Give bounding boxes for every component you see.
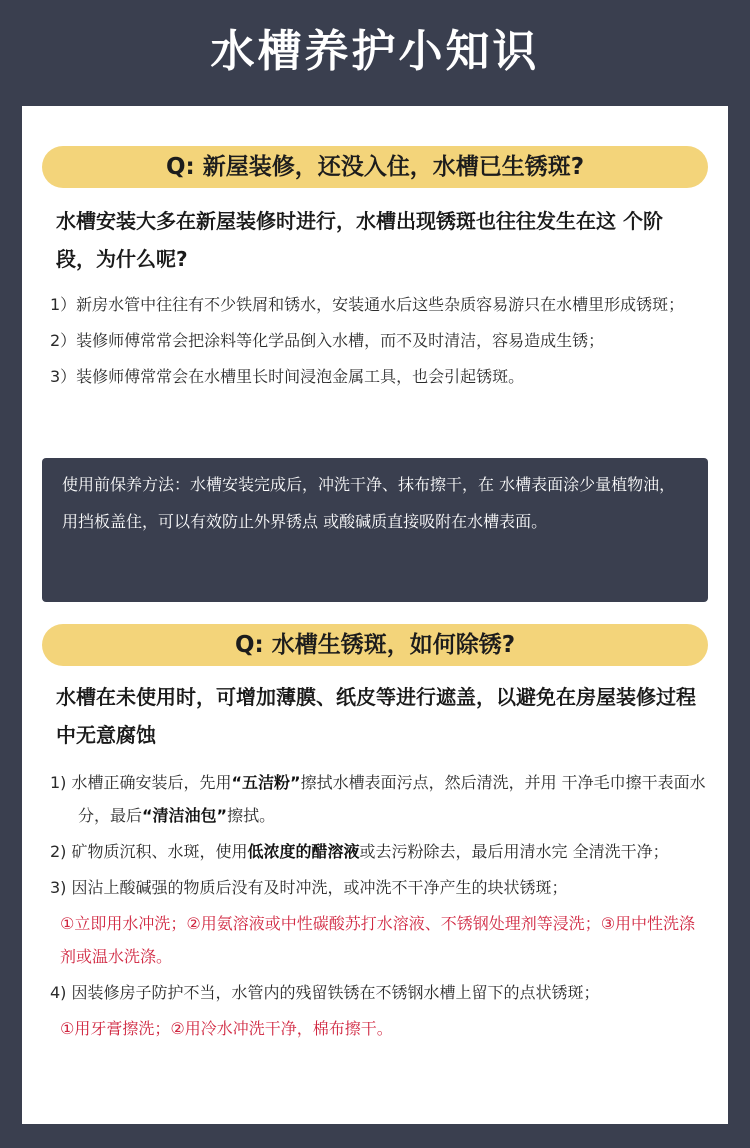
list-item: 1）新房水管中往往有不少铁屑和锈水，安装通水后这些杂质容易游只在水槽里形成锈斑； [50, 295, 685, 314]
list-item: 3) 因沾上酸碱强的物质后没有及时冲洗，或冲洗不干净产生的块状锈斑； [50, 878, 568, 897]
item-text: 擦拭。 [227, 806, 276, 825]
item-text: 1) 水槽正确安装后，先用 [50, 773, 232, 792]
red-instruction: ①立即用水冲洗；②用氨溶液或中性碳酸苏打水溶液、不锈钢处理剂等浸洗；③用中性洗涤剂或温水洗涤。 [60, 914, 696, 966]
lead-text-2: 水槽在未使用时，可增加薄膜、纸皮等进行遮盖，以避免在房屋装修过程中无意腐蚀 [56, 685, 696, 747]
question-banner-2: Q: 水槽生锈斑，如何除锈? [42, 624, 708, 666]
reason-list [50, 288, 710, 396]
question-banner-1: Q: 新屋装修，还没入住，水槽已生锈斑? [42, 146, 708, 188]
solution-list [50, 766, 710, 1048]
item-text: 或去污粉除去，最后用清水完 全清洗干净； [359, 842, 669, 861]
list-item: 4) 因装修房子防护不当，水管内的残留铁锈在不锈钢水槽上留下的点状锈斑； [50, 983, 600, 1002]
list-item [50, 766, 710, 832]
maintenance-tip-box: 使用前保养方法：水槽安装完成后，冲洗干净、抹布擦干，在 水槽表面涂少量植物油，用挡板盖住，可以有效防止外界锈点 或酸碱质直接吸附在水槽表面。 [42, 458, 708, 602]
content-card [22, 106, 728, 1124]
item-text: 2) 矿物质沉积、水斑，使用 [50, 842, 248, 861]
product-name: “五洁粉” [231, 773, 301, 792]
page-title: 水槽养护小知识 [210, 26, 540, 77]
solution-name: 低浓度的醋溶液 [247, 842, 360, 861]
red-instruction: ①用牙膏擦洗；②用冷水冲洗干净，棉布擦干。 [60, 1019, 393, 1038]
product-name: “清洁油包” [142, 806, 228, 825]
list-item: 2）装修师傅常常会把涂料等化学品倒入水槽，而不及时清洁，容易造成生锈； [50, 331, 605, 350]
list-item: 3）装修师傅常常会在水槽里长时间浸泡金属工具，也会引起锈斑。 [50, 367, 525, 386]
list-item [50, 835, 710, 868]
item-text: 擦拭水槽表面污点，然后清洗，并用 干净毛巾擦干表面水分，最后 [78, 773, 706, 825]
lead-text-1: 水槽安装大多在新屋装修时进行，水槽出现锈斑也往往发生在这 个阶段，为什么呢? [56, 209, 663, 271]
